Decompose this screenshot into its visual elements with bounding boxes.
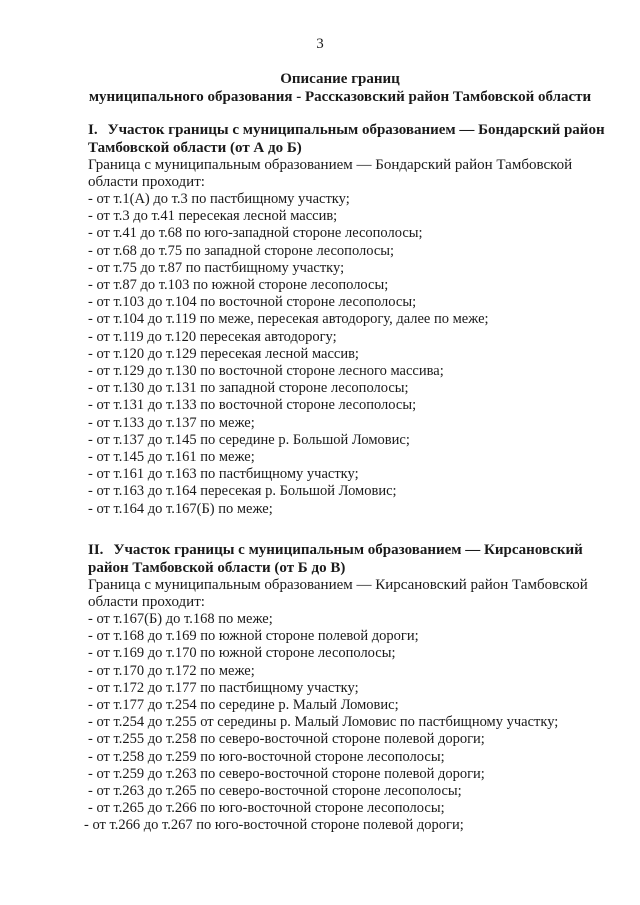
- title-line-1: Описание границ: [280, 71, 400, 87]
- section-heading: [88, 541, 618, 577]
- segment-item: - от т.103 до т.104 по восточной стороне лесополосы;: [88, 294, 618, 311]
- segment-item: - от т.145 до т.161 по меже;: [88, 449, 618, 466]
- segment-list: [88, 191, 618, 518]
- segment-item: - от т.68 до т.75 по западной стороне лесополосы;: [88, 243, 618, 260]
- segment-item: - от т.133 до т.137 по меже;: [88, 415, 618, 432]
- segment-item: - от т.120 до т.129 пересекая лесной массив;: [88, 346, 618, 363]
- segment-item: - от т.254 до т.255 от середины р. Малый Ломовис по пастбищному участку;: [88, 714, 618, 731]
- segment-item: - от т.167(Б) до т.168 по меже;: [88, 611, 618, 628]
- document-title: [60, 70, 620, 106]
- segment-item: - от т.164 до т.167(Б) по меже;: [88, 501, 618, 518]
- segment-item: - от т.177 до т.254 по середине р. Малый Ломовис;: [88, 697, 618, 714]
- section-numeral: II.: [88, 542, 104, 558]
- section-bondarsky: [88, 121, 618, 518]
- segment-item: - от т.104 до т.119 по меже, пересекая автодорогу, далее по меже;: [88, 311, 618, 328]
- section-intro: Граница с муниципальным образованием — Бондарский район Тамбовской области проходит:: [88, 157, 573, 190]
- section-heading-text: Участок границы с муниципальным образованием — Кирсановский район Тамбовской области (от Б до В): [88, 542, 583, 576]
- segment-item: - от т.266 до т.267 по юго-восточной стороне полевой дороги;: [84, 817, 618, 834]
- segment-item: - от т.129 до т.130 по восточной стороне лесного массива;: [88, 363, 618, 380]
- section-intro: Граница с муниципальным образованием — Кирсановский район Тамбовской области проходит:: [88, 577, 588, 610]
- segment-item: - от т.161 до т.163 по пастбищному участку;: [88, 466, 618, 483]
- segment-item: - от т.168 до т.169 по южной стороне полевой дороги;: [88, 628, 618, 645]
- section-heading-text: Участок границы с муниципальным образованием — Бондарский район Тамбовской области (от А до Б): [88, 122, 605, 156]
- segment-item: - от т.41 до т.68 по юго-западной стороне лесополосы;: [88, 225, 618, 242]
- segment-item: - от т.87 до т.103 по южной стороне лесополосы;: [88, 277, 618, 294]
- segment-item: - от т.75 до т.87 по пастбищному участку;: [88, 260, 618, 277]
- section-numeral: I.: [88, 122, 98, 138]
- segment-item: - от т.169 до т.170 по южной стороне лесополосы;: [88, 645, 618, 662]
- title-line-2: муниципального образования - Рассказовский район Тамбовской области: [88, 89, 592, 105]
- section-heading: [88, 121, 618, 157]
- segment-item: - от т.131 до т.133 по восточной стороне лесополосы;: [88, 397, 618, 414]
- segment-item: - от т.255 до т.258 по северо-восточной стороне полевой дороги;: [88, 731, 618, 748]
- segment-list: [88, 611, 618, 835]
- section-kirsanovsky: [88, 541, 618, 835]
- segment-item: - от т.3 до т.41 пересекая лесной массив;: [88, 208, 618, 225]
- segment-item: - от т.265 до т.266 по юго-восточной стороне лесополосы;: [88, 800, 618, 817]
- segment-item: - от т.137 до т.145 по середине р. Большой Ломовис;: [88, 432, 618, 449]
- page-number: 3: [316, 36, 324, 52]
- segment-item: - от т.163 до т.164 пересекая р. Большой Ломовис;: [88, 483, 618, 500]
- segment-item: - от т.119 до т.120 пересекая автодорогу;: [88, 329, 618, 346]
- segment-item: - от т.130 до т.131 по западной стороне лесополосы;: [88, 380, 618, 397]
- segment-item: - от т.172 до т.177 по пастбищному участку;: [88, 680, 618, 697]
- segment-item: - от т.1(А) до т.3 по пастбищному участку;: [88, 191, 618, 208]
- segment-item: - от т.258 до т.259 по юго-восточной стороне лесополосы;: [88, 749, 618, 766]
- segment-item: - от т.170 до т.172 по меже;: [88, 663, 618, 680]
- segment-item: - от т.263 до т.265 по северо-восточной стороне лесополосы;: [88, 783, 618, 800]
- segment-item: - от т.259 до т.263 по северо-восточной стороне полевой дороги;: [88, 766, 618, 783]
